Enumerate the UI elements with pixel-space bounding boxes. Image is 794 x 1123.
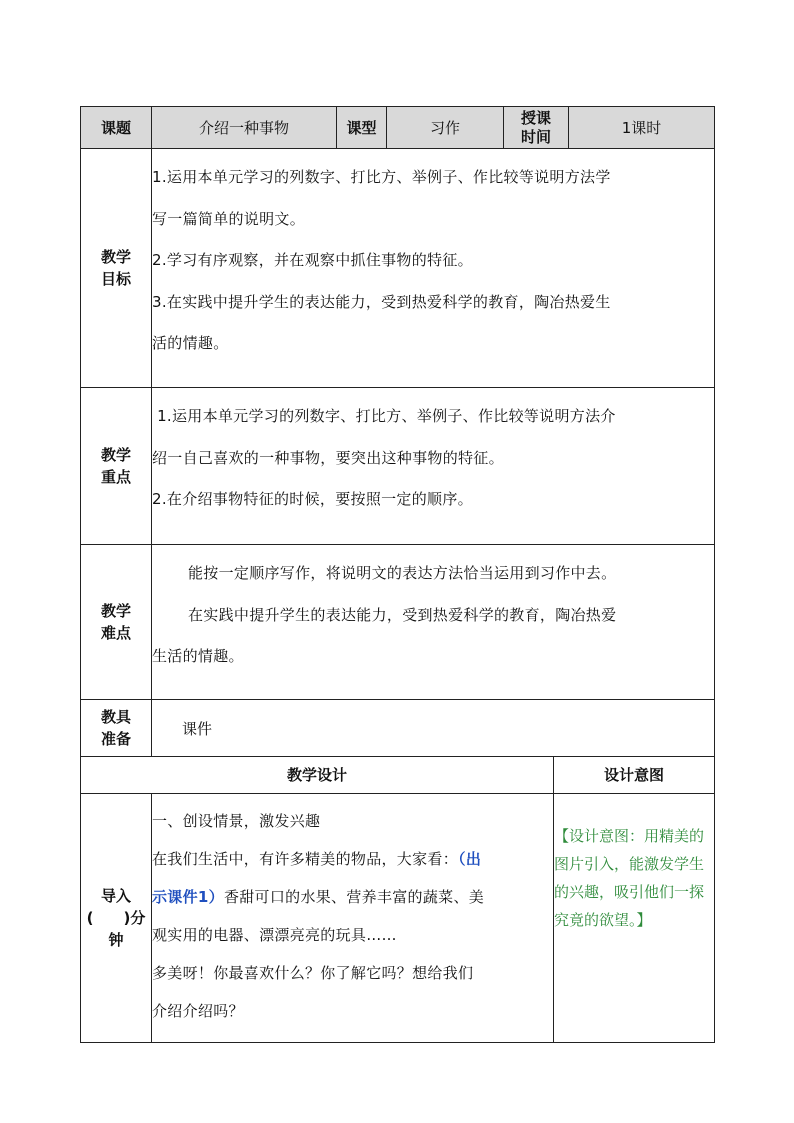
time-value: 1课时 <box>569 107 715 149</box>
materials-label <box>81 700 152 757</box>
key-point-line: 1.运用本单元学习的列数字、打比方、举例子、作比较等说明方法介 <box>152 407 616 425</box>
courseware-ref: （出 <box>458 850 482 868</box>
intro-line-text: 在我们生活中，有许多精美的物品，大家看： <box>152 850 459 868</box>
intro-line <box>152 878 553 916</box>
difficulties-row <box>81 545 715 700</box>
time-label <box>504 107 569 149</box>
intro-label-line1: 导入 <box>100 887 131 905</box>
difficulties-label <box>81 545 152 700</box>
intro-line-text: 香甜可口的水果、营养丰富的蔬菜、美 <box>223 888 485 906</box>
key-points-content <box>152 388 715 545</box>
materials-row <box>81 700 715 757</box>
objective-line: 1.运用本单元学习的列数字、打比方、举例子、作比较等说明方法学 <box>152 168 611 186</box>
difficulty-line: 能按一定顺序写作，将说明文的表达方法恰当运用到习作中去。 <box>188 564 617 582</box>
subject-value: 介绍一种事物 <box>152 107 337 149</box>
intro-content <box>152 794 554 1043</box>
objectives-label <box>81 149 152 388</box>
materials-value: 课件 <box>152 700 715 757</box>
lesson-plan-table <box>80 106 715 1043</box>
key-points-label-line1: 教学 <box>100 446 131 464</box>
intro-label-line3: 钟 <box>108 931 124 949</box>
intro-label <box>81 794 152 1043</box>
objective-line: 写一篇简单的说明文。 <box>152 209 306 228</box>
intent-line: 究竟的欲望。】 <box>554 911 652 929</box>
design-header: 教学设计 <box>81 757 554 794</box>
type-label: 课型 <box>337 107 387 149</box>
intro-row <box>81 794 715 1043</box>
type-value: 习作 <box>387 107 504 149</box>
intro-line <box>152 840 553 878</box>
design-header-row <box>81 757 715 794</box>
objective-line: 3.在实践中提升学生的表达能力，受到热爱科学的教育，陶冶热爱生 <box>152 292 611 311</box>
key-point-line: 绍一自己喜欢的一种事物，要突出这种事物的特征。 <box>152 448 504 467</box>
objectives-label-line1: 教学 <box>100 248 131 266</box>
intro-line: 观实用的电器、漂漂亮亮的玩具…… <box>152 926 397 944</box>
materials-label-line1: 教具 <box>100 708 131 726</box>
intent-line: 图片引入，能激发学生 <box>554 855 705 873</box>
difficulty-line: 生活的情趣。 <box>152 647 244 665</box>
intro-line: 一、创设情景，激发兴趣 <box>152 812 321 830</box>
intro-line: 多美呀！你最喜欢什么？你了解它吗？想给我们 <box>152 964 474 982</box>
intent-line: 的兴趣，吸引他们一探 <box>554 883 705 901</box>
difficulties-label-line1: 教学 <box>100 602 131 620</box>
time-label-line1: 授课 <box>521 108 552 127</box>
intro-line: 介绍介绍吗？ <box>152 1002 244 1020</box>
objectives-content <box>152 149 715 388</box>
intro-intent <box>554 794 715 1043</box>
objectives-label-line2: 目标 <box>100 270 131 288</box>
key-points-label-line2: 重点 <box>100 468 131 486</box>
subject-label: 课题 <box>81 107 152 149</box>
difficulties-content <box>152 545 715 700</box>
key-points-label <box>81 388 152 545</box>
intro-label-line2: ( )分 <box>86 909 146 927</box>
materials-label-line2: 准备 <box>100 730 131 748</box>
difficulties-label-line2: 难点 <box>100 624 131 642</box>
courseware-ref: 示课件1） <box>152 888 224 906</box>
key-points-row <box>81 388 715 545</box>
header-row <box>81 107 715 149</box>
intent-header: 设计意图 <box>554 757 715 794</box>
intent-line: 【设计意图：用精美的 <box>554 827 705 845</box>
objectives-row <box>81 149 715 388</box>
objective-line: 活的情趣。 <box>152 334 229 352</box>
key-point-line: 2.在介绍事物特征的时候，要按照一定的顺序。 <box>152 490 473 508</box>
difficulty-line: 在实践中提升学生的表达能力，受到热爱科学的教育，陶冶热爱 <box>188 605 617 624</box>
time-label-line2: 时间 <box>521 127 552 146</box>
objective-line: 2.学习有序观察，并在观察中抓住事物的特征。 <box>152 251 473 269</box>
